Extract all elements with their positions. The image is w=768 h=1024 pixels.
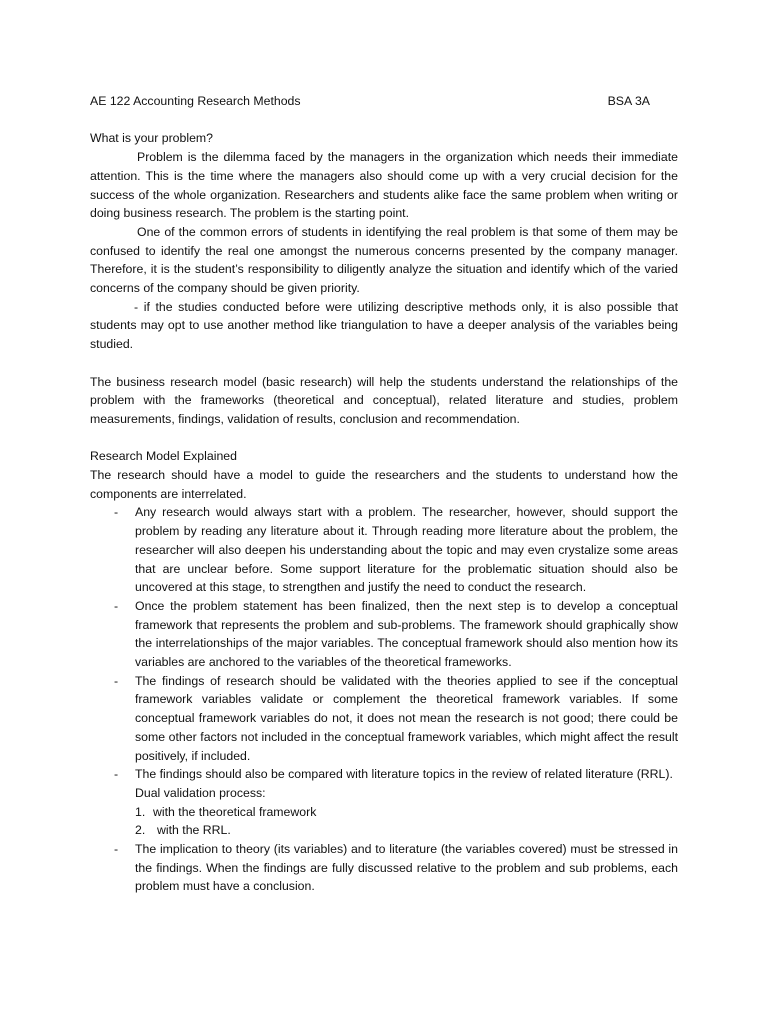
dual-validation-title: Dual validation process: (135, 785, 266, 800)
dash-bullet: - (114, 673, 119, 688)
paragraph-common-errors: One of the common errors of students in identifying the real problem is that some of them may be confused to identify the real one amongst the numerous concerns presented by the company manager. Therefore, it is the student’s responsibility to diligently analyze the situation and identify which of the varied concerns of the company should be given priority. (90, 224, 678, 296)
model-intro: The research should have a model to guide the researchers and the students to understand how the components are interrelated. (90, 468, 678, 501)
paragraph-triangulation: - if the studies conducted before were utilizing descriptive methods only, it is also possible that students may opt to use another method like triangulation to have a deeper analysis of the variables being studied. (90, 299, 678, 352)
item-text: with the RRL. (157, 823, 231, 838)
course-title: AE 122 Accounting Research Methods (90, 94, 301, 108)
item-number: 1. (135, 804, 146, 819)
list-item (90, 765, 678, 840)
list-item (90, 672, 678, 766)
item-number: 2. (135, 823, 146, 838)
list-item-text: Any research would always start with a problem. The researcher, however, should support the problem by reading any literature about it. Through reading more literature about the problem, the researcher will also deepen his understanding about the topic and may even crystalize some areas that are unclear before. Some support literature for the problematic situation should also be uncovered at this stage, to strengthen and justify the need to conduct the research. (135, 505, 678, 595)
paragraph-problem-definition: Problem is the dilemma faced by the managers in the organization which needs their immediate attention. This is the time where the managers also should come up with a very crucial decision for the success of the whole organization. Researchers and students alike face the same problem when writing or doing business research. The problem is the starting point. (90, 150, 678, 221)
problem-heading: What is your problem? (90, 131, 214, 146)
list-item (90, 840, 678, 896)
dash-bullet: - (114, 598, 119, 613)
dual-validation-item (135, 803, 678, 822)
list-item (90, 597, 678, 672)
document-page (90, 92, 678, 896)
model-heading: Research Model Explained (90, 449, 237, 464)
section-label: BSA 3A (607, 94, 650, 108)
dash-bullet: - (114, 767, 119, 782)
list-item-text: The implication to theory (its variables) and to literature (the variables covered) must be stressed in the findings. When the findings are fully discussed relative to the problem and sub problems, each problem must have a conclusion. (135, 842, 678, 894)
list-item (90, 503, 678, 597)
dash-bullet: - (114, 842, 119, 857)
dual-validation-list (135, 803, 678, 840)
spacer (90, 111, 678, 130)
spacer (90, 429, 678, 448)
spacer (90, 354, 678, 373)
list-item-text: The findings should also be compared with literature topics in the review of related literature (RRL). (135, 767, 673, 782)
document-header (90, 92, 650, 111)
paragraph-business-research-model: The business research model (basic research) will help the students understand the relationships of the problem with the frameworks (theoretical and conceptual), related literature and studies, problem measurements, findings, validation of results, conclusion and recommendation. (90, 374, 678, 426)
dash-bullet: - (114, 505, 119, 520)
list-item-text: Once the problem statement has been finalized, then the next step is to develop a conceptual framework that represents the problem and sub-problems. The framework should graphically show the interrelationships of the major variables. The conceptual framework should also mention how its variables are anchored to the variables of the theoretical frameworks. (135, 598, 678, 670)
research-model-list (90, 503, 678, 896)
dual-validation-item (135, 821, 678, 840)
item-text: with the theoretical framework (153, 804, 317, 819)
list-item-text: The findings of research should be validated with the theories applied to see if the conceptual framework variables validate or complement the theoretical framework variables. If some conceptual framework variables do not, it does not mean the research is not good; there could be some other factors not included in the conceptual framework variables, which might affect the result positively, if included. (135, 673, 678, 763)
